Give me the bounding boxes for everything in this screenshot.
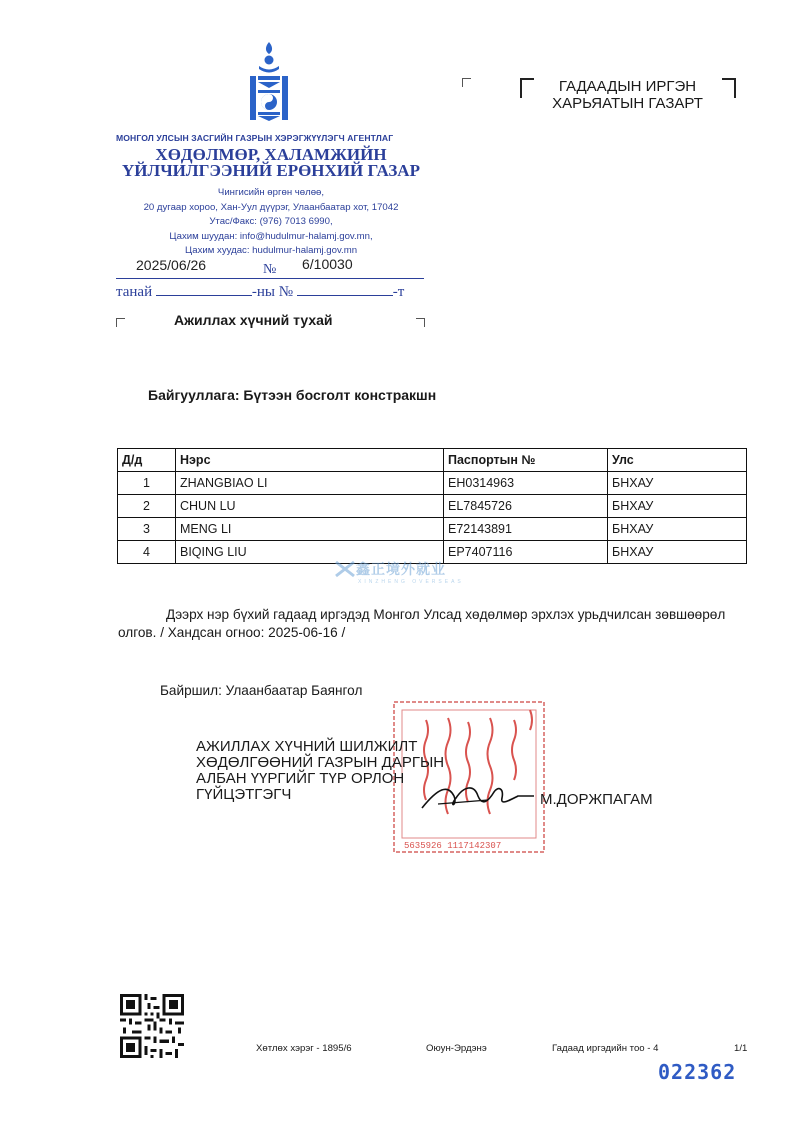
column-header: Паспортын № (444, 449, 608, 472)
worker-name: CHUN LU (176, 495, 444, 518)
table-row (118, 518, 747, 541)
passport-number: EL7845726 (444, 495, 608, 518)
serial-number: 022362 (658, 1060, 737, 1084)
watermark (334, 559, 464, 585)
corner-mark (116, 318, 125, 327)
reference-date-blank (156, 294, 252, 296)
number-sign: № (263, 262, 277, 277)
signatory-title-line: АЖИЛЛАХ ХҮЧНИЙ ШИЛЖИЛТ (196, 738, 418, 755)
worker-name: BIQING LIU (176, 541, 444, 564)
signatory-title (196, 739, 444, 803)
worker-name: MENG LI (176, 518, 444, 541)
corner-mark (416, 318, 425, 327)
table-row (118, 495, 747, 518)
ny-no-label: -ны № (251, 284, 294, 300)
row-number: 3 (118, 518, 176, 541)
address-line: Цахим шуудан: info@hudulmur-halamj.gov.mn, (169, 230, 373, 242)
watermark-logo-icon (334, 560, 356, 578)
address-line: Цахим хуудас: hudulmur-halamj.gov.mn (184, 245, 358, 256)
signatory-title-line: ХӨДӨЛГӨӨНИЙ ГАЗРЫН ДАРГЫН (196, 754, 445, 771)
country: БНХАУ (608, 495, 747, 518)
location: Байршил: Улаанбаатар Баянгол (160, 683, 363, 698)
row-number: 2 (118, 495, 176, 518)
address-line: 20 дугаар хороо, Хан-Уул дүүрэг, Улаанбаатар хот, 17042 (143, 201, 399, 213)
address-line: Чингисийн өргөн чөлөө, (217, 187, 325, 198)
qr-code-icon (120, 994, 184, 1058)
footer-case: Хөтлөх хэрэг - 1895/6 (256, 1043, 352, 1054)
row-number: 1 (118, 472, 176, 495)
organization: Байгууллага: Бүтээн босголт констракшн (148, 387, 437, 403)
column-header: Нэрс (176, 449, 444, 472)
handwritten-signature (418, 778, 538, 818)
worker-name: ZHANGBIAO LI (176, 472, 444, 495)
recipient-line1: ГАДААДЫН ИРГЭН (558, 78, 697, 95)
recipient (520, 78, 735, 112)
passport-number: E72143891 (444, 518, 608, 541)
row-number: 4 (118, 541, 176, 564)
column-header: Улс (608, 449, 747, 472)
watermark-name: 鑫正境外就业 (356, 561, 446, 577)
reference-number-blank (297, 294, 393, 296)
subject: Ажиллах хүчний тухай (174, 312, 333, 328)
passport-number: EH0314963 (444, 472, 608, 495)
signatory-title-line: АЛБАН ҮҮРГИЙГ ТҮР ОРЛОН (196, 770, 405, 787)
document-date: 2025/06/26 (136, 257, 207, 273)
department-name (116, 147, 426, 179)
workers-table (117, 448, 747, 564)
watermark-sub: XINZHENG OVERSEAS (358, 579, 464, 585)
country: БНХАУ (608, 541, 747, 564)
tanai-label: танай (116, 284, 153, 300)
table-row (118, 472, 747, 495)
footer-count: Гадаад иргэдийн тоо - 4 (552, 1043, 659, 1054)
agency-name: МОНГОЛ УЛСЫН ЗАСГИЙН ГАЗРЫН ХЭРЭГЖҮҮЛЭГЧ АГЕНТЛАГ (116, 133, 394, 143)
document-number: 6/10030 (302, 256, 353, 272)
body-text: Дээрх нэр бүхий гадаад иргэдэд Монгол Улсад хөдөлмөр эрхлэх урьдчилсан зөвшөөрөл олгов. / Хандсан огноо: 2025-06-16 / (118, 607, 726, 640)
stamp-number: 5635926 1117142307 (404, 841, 502, 851)
passport-number: EP7407116 (444, 541, 608, 564)
country: БНХАУ (608, 518, 747, 541)
signatory-name: М.ДОРЖПАГАМ (540, 791, 653, 808)
corner-mark (462, 78, 471, 87)
country: БНХАУ (608, 472, 747, 495)
signatory-title-line: ГҮЙЦЭТГЭГЧ (196, 786, 292, 803)
column-header: Д/д (118, 449, 176, 472)
footer-page: 1/1 (734, 1043, 748, 1054)
footer-officer: Оюун-Эрдэнэ (426, 1043, 487, 1054)
department-name-line2: ҮЙЛЧИЛГЭЭНИЙ ЕРӨНХИЙ ГАЗАР (122, 161, 420, 180)
recipient-line2: ХАРЬЯАТЫН ГАЗАРТ (552, 95, 703, 112)
soyombo-emblem-icon (246, 40, 292, 124)
table-header-row (118, 449, 747, 472)
reference-line (116, 284, 404, 301)
address-line: Утас/Факс: (976) 7013 6990, (209, 216, 333, 227)
t-label: -т (392, 284, 405, 300)
department-name-line1: ХӨДӨЛМӨР, ХАЛАМЖИЙН (155, 145, 387, 164)
address-block (108, 186, 434, 259)
